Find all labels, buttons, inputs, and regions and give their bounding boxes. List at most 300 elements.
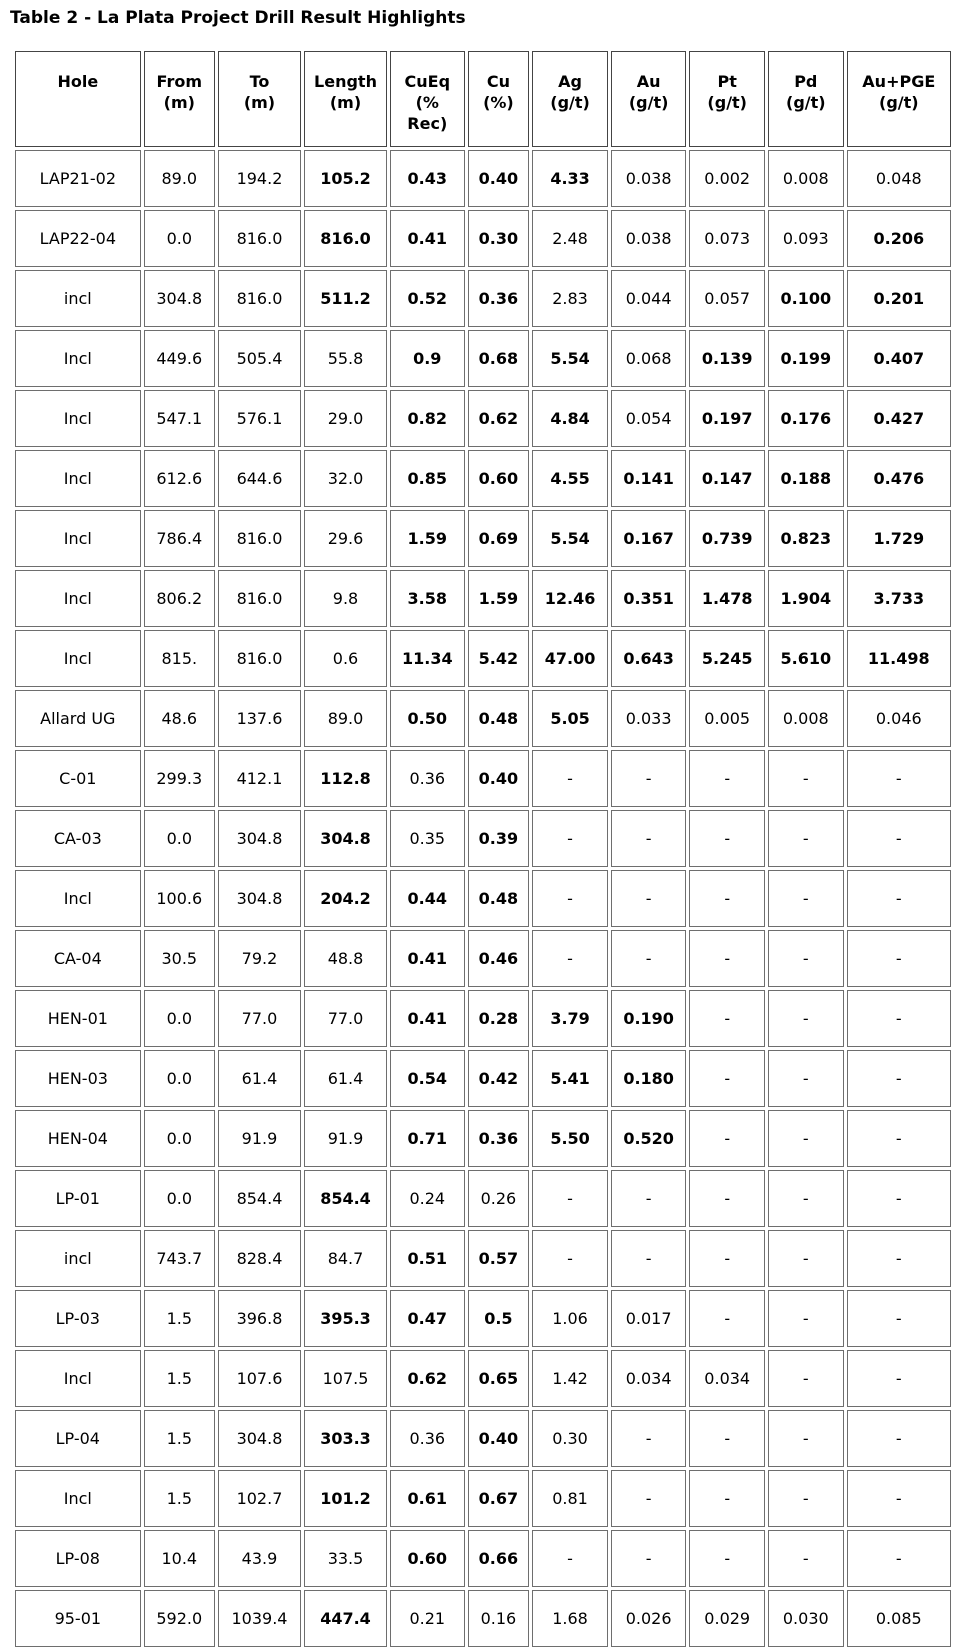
cell-cu: 0.65 bbox=[468, 1350, 530, 1407]
cell-length: 32.0 bbox=[304, 450, 387, 507]
cell-cu: 0.60 bbox=[468, 450, 530, 507]
cell-au: 0.033 bbox=[611, 690, 687, 747]
cell-cu: 0.16 bbox=[468, 1590, 530, 1647]
table-row bbox=[15, 1230, 951, 1287]
cell-pd: 0.823 bbox=[768, 510, 844, 567]
cell-length: 84.7 bbox=[304, 1230, 387, 1287]
cell-cueq: 0.36 bbox=[390, 750, 465, 807]
cell-cueq: 0.50 bbox=[390, 690, 465, 747]
table-row bbox=[15, 750, 951, 807]
cell-cu: 0.36 bbox=[468, 270, 530, 327]
cell-ag: - bbox=[532, 750, 608, 807]
table-row bbox=[15, 870, 951, 927]
cell-pt: - bbox=[689, 930, 765, 987]
cell-au: 0.026 bbox=[611, 1590, 687, 1647]
cell-ag: - bbox=[532, 870, 608, 927]
cell-pt: - bbox=[689, 1410, 765, 1467]
cell-ag: 3.79 bbox=[532, 990, 608, 1047]
cell-length: 61.4 bbox=[304, 1050, 387, 1107]
cell-pt: 0.147 bbox=[689, 450, 765, 507]
cell-to: 396.8 bbox=[218, 1290, 301, 1347]
cell-from: 30.5 bbox=[144, 930, 215, 987]
cell-cueq: 0.61 bbox=[390, 1470, 465, 1527]
cell-pt: 0.139 bbox=[689, 330, 765, 387]
cell-cu: 0.46 bbox=[468, 930, 530, 987]
cell-hole: Incl bbox=[15, 510, 141, 567]
cell-pt: - bbox=[689, 1470, 765, 1527]
cell-cu: 0.42 bbox=[468, 1050, 530, 1107]
cell-au-pge: 11.498 bbox=[847, 630, 951, 687]
cell-from: 449.6 bbox=[144, 330, 215, 387]
cell-cueq: 0.52 bbox=[390, 270, 465, 327]
cell-from: 100.6 bbox=[144, 870, 215, 927]
cell-ag: 4.84 bbox=[532, 390, 608, 447]
cell-hole: LAP22-04 bbox=[15, 210, 141, 267]
column-header-length: Length (m) bbox=[304, 51, 387, 147]
table-row bbox=[15, 1470, 951, 1527]
cell-pt: - bbox=[689, 1170, 765, 1227]
cell-cu: 5.42 bbox=[468, 630, 530, 687]
cell-length: 854.4 bbox=[304, 1170, 387, 1227]
cell-cu: 0.26 bbox=[468, 1170, 530, 1227]
table-row bbox=[15, 1350, 951, 1407]
table-row bbox=[15, 570, 951, 627]
cell-from: 0.0 bbox=[144, 210, 215, 267]
cell-cu: 0.40 bbox=[468, 150, 530, 207]
cell-au-pge: - bbox=[847, 1410, 951, 1467]
cell-to: 102.7 bbox=[218, 1470, 301, 1527]
cell-au-pge: - bbox=[847, 1110, 951, 1167]
cell-hole: Incl bbox=[15, 570, 141, 627]
cell-au-pge: 0.407 bbox=[847, 330, 951, 387]
cell-ag: - bbox=[532, 930, 608, 987]
cell-au-pge: 0.046 bbox=[847, 690, 951, 747]
cell-to: 644.6 bbox=[218, 450, 301, 507]
cell-au-pge: - bbox=[847, 870, 951, 927]
cell-pd: - bbox=[768, 1170, 844, 1227]
cell-to: 816.0 bbox=[218, 270, 301, 327]
column-header-pt: Pt (g/t) bbox=[689, 51, 765, 147]
cell-au: 0.141 bbox=[611, 450, 687, 507]
table-row bbox=[15, 270, 951, 327]
cell-hole: LAP21-02 bbox=[15, 150, 141, 207]
column-header-au: Au (g/t) bbox=[611, 51, 687, 147]
drill-results-table bbox=[12, 48, 954, 1650]
cell-length: 101.2 bbox=[304, 1470, 387, 1527]
cell-cu: 0.40 bbox=[468, 750, 530, 807]
cell-pt: - bbox=[689, 1530, 765, 1587]
cell-au-pge: 0.201 bbox=[847, 270, 951, 327]
cell-cu: 0.48 bbox=[468, 870, 530, 927]
cell-length: 816.0 bbox=[304, 210, 387, 267]
cell-cu: 0.48 bbox=[468, 690, 530, 747]
cell-from: 89.0 bbox=[144, 150, 215, 207]
cell-cu: 0.62 bbox=[468, 390, 530, 447]
table-row bbox=[15, 1530, 951, 1587]
cell-au-pge: - bbox=[847, 930, 951, 987]
cell-to: 61.4 bbox=[218, 1050, 301, 1107]
cell-from: 10.4 bbox=[144, 1530, 215, 1587]
cell-hole: HEN-03 bbox=[15, 1050, 141, 1107]
cell-au: - bbox=[611, 1470, 687, 1527]
cell-length: 0.6 bbox=[304, 630, 387, 687]
cell-au: 0.190 bbox=[611, 990, 687, 1047]
cell-length: 55.8 bbox=[304, 330, 387, 387]
cell-au-pge: 0.476 bbox=[847, 450, 951, 507]
cell-pd: 0.188 bbox=[768, 450, 844, 507]
cell-cueq: 0.9 bbox=[390, 330, 465, 387]
table-row bbox=[15, 1170, 951, 1227]
cell-cueq: 0.71 bbox=[390, 1110, 465, 1167]
cell-length: 91.9 bbox=[304, 1110, 387, 1167]
cell-au: 0.351 bbox=[611, 570, 687, 627]
cell-pd: - bbox=[768, 1530, 844, 1587]
cell-pd: - bbox=[768, 1410, 844, 1467]
table-row bbox=[15, 990, 951, 1047]
cell-hole: Incl bbox=[15, 1470, 141, 1527]
cell-from: 1.5 bbox=[144, 1410, 215, 1467]
cell-au-pge: - bbox=[847, 1050, 951, 1107]
cell-to: 43.9 bbox=[218, 1530, 301, 1587]
cell-to: 1039.4 bbox=[218, 1590, 301, 1647]
column-header-to: To (m) bbox=[218, 51, 301, 147]
cell-hole: Incl bbox=[15, 450, 141, 507]
cell-au-pge: - bbox=[847, 1530, 951, 1587]
cell-au-pge: 3.733 bbox=[847, 570, 951, 627]
column-header-pd: Pd (g/t) bbox=[768, 51, 844, 147]
cell-to: 107.6 bbox=[218, 1350, 301, 1407]
cell-hole: HEN-04 bbox=[15, 1110, 141, 1167]
column-header-au-pge: Au+PGE (g/t) bbox=[847, 51, 951, 147]
cell-pt: 5.245 bbox=[689, 630, 765, 687]
cell-cueq: 0.41 bbox=[390, 990, 465, 1047]
cell-pd: 0.093 bbox=[768, 210, 844, 267]
cell-au: - bbox=[611, 1230, 687, 1287]
cell-pt: 0.029 bbox=[689, 1590, 765, 1647]
cell-cueq: 0.82 bbox=[390, 390, 465, 447]
cell-au: 0.520 bbox=[611, 1110, 687, 1167]
column-header-from: From (m) bbox=[144, 51, 215, 147]
cell-au-pge: - bbox=[847, 750, 951, 807]
cell-ag: 4.33 bbox=[532, 150, 608, 207]
cell-to: 77.0 bbox=[218, 990, 301, 1047]
cell-pt: - bbox=[689, 750, 765, 807]
cell-from: 0.0 bbox=[144, 1170, 215, 1227]
cell-au-pge: - bbox=[847, 1170, 951, 1227]
cell-cueq: 0.21 bbox=[390, 1590, 465, 1647]
cell-au: - bbox=[611, 870, 687, 927]
cell-pt: 0.002 bbox=[689, 150, 765, 207]
cell-au: 0.167 bbox=[611, 510, 687, 567]
cell-to: 505.4 bbox=[218, 330, 301, 387]
cell-pt: - bbox=[689, 1050, 765, 1107]
cell-ag: 1.42 bbox=[532, 1350, 608, 1407]
table-row bbox=[15, 510, 951, 567]
cell-cueq: 0.41 bbox=[390, 930, 465, 987]
cell-ag: - bbox=[532, 1530, 608, 1587]
cell-length: 33.5 bbox=[304, 1530, 387, 1587]
cell-from: 0.0 bbox=[144, 810, 215, 867]
table-row bbox=[15, 810, 951, 867]
cell-pt: 0.034 bbox=[689, 1350, 765, 1407]
column-header-hole: Hole bbox=[15, 51, 141, 147]
cell-pt: 0.197 bbox=[689, 390, 765, 447]
cell-length: 447.4 bbox=[304, 1590, 387, 1647]
cell-hole: CA-04 bbox=[15, 930, 141, 987]
cell-ag: 47.00 bbox=[532, 630, 608, 687]
cell-cueq: 0.36 bbox=[390, 1410, 465, 1467]
cell-pd: - bbox=[768, 990, 844, 1047]
cell-from: 786.4 bbox=[144, 510, 215, 567]
cell-to: 828.4 bbox=[218, 1230, 301, 1287]
cell-from: 299.3 bbox=[144, 750, 215, 807]
cell-from: 612.6 bbox=[144, 450, 215, 507]
cell-cu: 0.68 bbox=[468, 330, 530, 387]
cell-length: 107.5 bbox=[304, 1350, 387, 1407]
cell-au-pge: 0.085 bbox=[847, 1590, 951, 1647]
cell-ag: 5.05 bbox=[532, 690, 608, 747]
table-body bbox=[15, 150, 951, 1647]
cell-au-pge: - bbox=[847, 1230, 951, 1287]
cell-from: 815. bbox=[144, 630, 215, 687]
cell-pt: - bbox=[689, 1230, 765, 1287]
cell-pd: - bbox=[768, 1290, 844, 1347]
cell-hole: HEN-01 bbox=[15, 990, 141, 1047]
cell-cueq: 1.59 bbox=[390, 510, 465, 567]
cell-to: 412.1 bbox=[218, 750, 301, 807]
cell-cueq: 0.54 bbox=[390, 1050, 465, 1107]
cell-to: 816.0 bbox=[218, 630, 301, 687]
header-row bbox=[15, 51, 951, 147]
cell-pt: - bbox=[689, 1110, 765, 1167]
cell-cueq: 0.41 bbox=[390, 210, 465, 267]
cell-cu: 0.67 bbox=[468, 1470, 530, 1527]
table-row bbox=[15, 1290, 951, 1347]
cell-cueq: 0.35 bbox=[390, 810, 465, 867]
cell-to: 137.6 bbox=[218, 690, 301, 747]
table-row bbox=[15, 390, 951, 447]
cell-from: 0.0 bbox=[144, 1110, 215, 1167]
cell-au-pge: - bbox=[847, 1290, 951, 1347]
cell-length: 89.0 bbox=[304, 690, 387, 747]
cell-cu: 0.66 bbox=[468, 1530, 530, 1587]
table-row bbox=[15, 690, 951, 747]
table-row bbox=[15, 1110, 951, 1167]
cell-pd: - bbox=[768, 1050, 844, 1107]
cell-pd: - bbox=[768, 870, 844, 927]
cell-hole: 95-01 bbox=[15, 1590, 141, 1647]
cell-from: 1.5 bbox=[144, 1470, 215, 1527]
cell-hole: Allard UG bbox=[15, 690, 141, 747]
cell-au-pge: 0.427 bbox=[847, 390, 951, 447]
cell-ag: 0.81 bbox=[532, 1470, 608, 1527]
cell-au-pge: 1.729 bbox=[847, 510, 951, 567]
cell-ag: 12.46 bbox=[532, 570, 608, 627]
cell-to: 194.2 bbox=[218, 150, 301, 207]
cell-ag: - bbox=[532, 1170, 608, 1227]
cell-au: - bbox=[611, 750, 687, 807]
table-row bbox=[15, 930, 951, 987]
cell-au: - bbox=[611, 1170, 687, 1227]
cell-ag: 5.50 bbox=[532, 1110, 608, 1167]
cell-cu: 0.69 bbox=[468, 510, 530, 567]
cell-cu: 0.57 bbox=[468, 1230, 530, 1287]
cell-length: 304.8 bbox=[304, 810, 387, 867]
cell-length: 29.0 bbox=[304, 390, 387, 447]
table-row bbox=[15, 330, 951, 387]
cell-ag: 1.06 bbox=[532, 1290, 608, 1347]
cell-hole: Incl bbox=[15, 330, 141, 387]
cell-ag: 2.83 bbox=[532, 270, 608, 327]
cell-au: 0.068 bbox=[611, 330, 687, 387]
cell-au-pge: - bbox=[847, 1350, 951, 1407]
cell-to: 576.1 bbox=[218, 390, 301, 447]
cell-au: 0.054 bbox=[611, 390, 687, 447]
cell-cueq: 0.51 bbox=[390, 1230, 465, 1287]
cell-au: 0.044 bbox=[611, 270, 687, 327]
cell-ag: 5.41 bbox=[532, 1050, 608, 1107]
cell-length: 77.0 bbox=[304, 990, 387, 1047]
cell-au: 0.017 bbox=[611, 1290, 687, 1347]
cell-cueq: 0.43 bbox=[390, 150, 465, 207]
cell-from: 0.0 bbox=[144, 1050, 215, 1107]
cell-pd: - bbox=[768, 1230, 844, 1287]
cell-pd: - bbox=[768, 810, 844, 867]
cell-to: 854.4 bbox=[218, 1170, 301, 1227]
cell-au: 0.038 bbox=[611, 150, 687, 207]
cell-ag: 1.68 bbox=[532, 1590, 608, 1647]
cell-cueq: 0.47 bbox=[390, 1290, 465, 1347]
cell-hole: incl bbox=[15, 1230, 141, 1287]
cell-length: 204.2 bbox=[304, 870, 387, 927]
cell-cueq: 0.62 bbox=[390, 1350, 465, 1407]
cell-to: 816.0 bbox=[218, 510, 301, 567]
cell-hole: Incl bbox=[15, 1350, 141, 1407]
cell-pd: 0.100 bbox=[768, 270, 844, 327]
cell-pt: - bbox=[689, 990, 765, 1047]
cell-length: 511.2 bbox=[304, 270, 387, 327]
cell-au: - bbox=[611, 930, 687, 987]
cell-au: - bbox=[611, 810, 687, 867]
cell-pd: - bbox=[768, 750, 844, 807]
cell-au: - bbox=[611, 1530, 687, 1587]
cell-from: 48.6 bbox=[144, 690, 215, 747]
cell-length: 395.3 bbox=[304, 1290, 387, 1347]
cell-cueq: 0.60 bbox=[390, 1530, 465, 1587]
cell-ag: 2.48 bbox=[532, 210, 608, 267]
cell-cu: 1.59 bbox=[468, 570, 530, 627]
cell-to: 304.8 bbox=[218, 1410, 301, 1467]
table-row bbox=[15, 150, 951, 207]
cell-pt: - bbox=[689, 1290, 765, 1347]
cell-au: 0.034 bbox=[611, 1350, 687, 1407]
cell-length: 105.2 bbox=[304, 150, 387, 207]
cell-from: 1.5 bbox=[144, 1350, 215, 1407]
cell-from: 806.2 bbox=[144, 570, 215, 627]
table-row bbox=[15, 1590, 951, 1647]
column-header-ag: Ag (g/t) bbox=[532, 51, 608, 147]
cell-pd: 0.008 bbox=[768, 150, 844, 207]
cell-to: 91.9 bbox=[218, 1110, 301, 1167]
cell-au: 0.038 bbox=[611, 210, 687, 267]
cell-from: 304.8 bbox=[144, 270, 215, 327]
cell-from: 547.1 bbox=[144, 390, 215, 447]
cell-cu: 0.40 bbox=[468, 1410, 530, 1467]
cell-hole: Incl bbox=[15, 390, 141, 447]
cell-to: 816.0 bbox=[218, 210, 301, 267]
cell-from: 592.0 bbox=[144, 1590, 215, 1647]
cell-from: 0.0 bbox=[144, 990, 215, 1047]
cell-au-pge: - bbox=[847, 1470, 951, 1527]
cell-length: 112.8 bbox=[304, 750, 387, 807]
cell-hole: Incl bbox=[15, 870, 141, 927]
cell-ag: 5.54 bbox=[532, 510, 608, 567]
cell-length: 303.3 bbox=[304, 1410, 387, 1467]
cell-to: 304.8 bbox=[218, 870, 301, 927]
cell-pt: 0.739 bbox=[689, 510, 765, 567]
cell-ag: - bbox=[532, 810, 608, 867]
cell-hole: incl bbox=[15, 270, 141, 327]
cell-pt: 0.005 bbox=[689, 690, 765, 747]
cell-pd: - bbox=[768, 1350, 844, 1407]
cell-cueq: 0.85 bbox=[390, 450, 465, 507]
cell-pd: - bbox=[768, 930, 844, 987]
cell-cu: 0.39 bbox=[468, 810, 530, 867]
cell-cu: 0.30 bbox=[468, 210, 530, 267]
cell-pd: 0.199 bbox=[768, 330, 844, 387]
cell-pt: - bbox=[689, 870, 765, 927]
cell-hole: Incl bbox=[15, 630, 141, 687]
cell-au-pge: - bbox=[847, 990, 951, 1047]
cell-from: 743.7 bbox=[144, 1230, 215, 1287]
table-row bbox=[15, 630, 951, 687]
cell-cueq: 3.58 bbox=[390, 570, 465, 627]
cell-pd: 0.030 bbox=[768, 1590, 844, 1647]
cell-ag: 5.54 bbox=[532, 330, 608, 387]
cell-pd: 0.008 bbox=[768, 690, 844, 747]
cell-cueq: 11.34 bbox=[390, 630, 465, 687]
table-row bbox=[15, 210, 951, 267]
cell-au: 0.180 bbox=[611, 1050, 687, 1107]
cell-pd: 1.904 bbox=[768, 570, 844, 627]
table-row bbox=[15, 1410, 951, 1467]
table-title: Table 2 - La Plata Project Drill Result Highlights bbox=[10, 8, 466, 28]
cell-hole: C-01 bbox=[15, 750, 141, 807]
cell-length: 29.6 bbox=[304, 510, 387, 567]
cell-pd: - bbox=[768, 1110, 844, 1167]
cell-cu: 0.5 bbox=[468, 1290, 530, 1347]
cell-pt: 0.073 bbox=[689, 210, 765, 267]
cell-to: 304.8 bbox=[218, 810, 301, 867]
cell-length: 48.8 bbox=[304, 930, 387, 987]
cell-hole: CA-03 bbox=[15, 810, 141, 867]
cell-au: - bbox=[611, 1410, 687, 1467]
column-header-cu: Cu (%) bbox=[468, 51, 530, 147]
cell-from: 1.5 bbox=[144, 1290, 215, 1347]
cell-pd: 5.610 bbox=[768, 630, 844, 687]
column-header-cueq: CuEq (% Rec) bbox=[390, 51, 465, 147]
cell-ag: 0.30 bbox=[532, 1410, 608, 1467]
cell-pt: 1.478 bbox=[689, 570, 765, 627]
cell-au-pge: 0.206 bbox=[847, 210, 951, 267]
cell-hole: LP-03 bbox=[15, 1290, 141, 1347]
table-row bbox=[15, 450, 951, 507]
cell-cueq: 0.44 bbox=[390, 870, 465, 927]
cell-hole: LP-01 bbox=[15, 1170, 141, 1227]
cell-au-pge: - bbox=[847, 810, 951, 867]
cell-cu: 0.28 bbox=[468, 990, 530, 1047]
cell-hole: LP-04 bbox=[15, 1410, 141, 1467]
